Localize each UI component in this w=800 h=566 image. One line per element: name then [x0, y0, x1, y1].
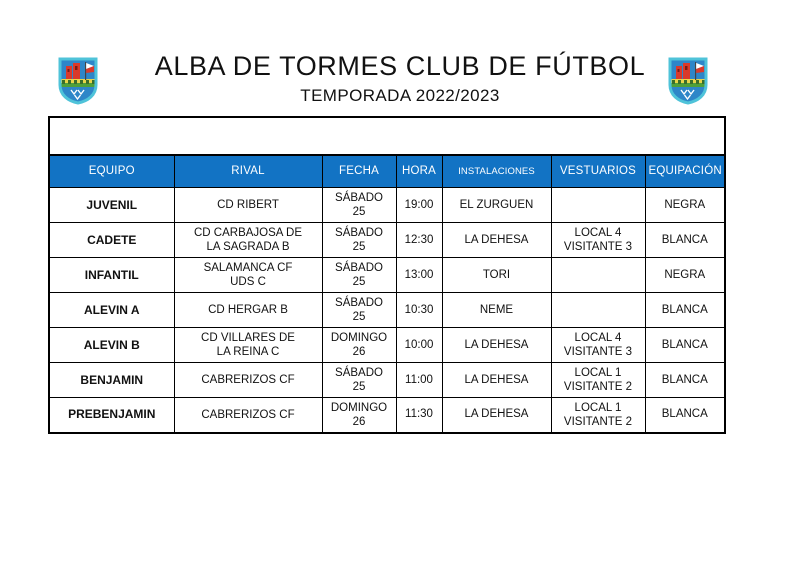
cell-equipo: ALEVIN B — [49, 328, 174, 363]
page-title: ALBA DE TORMES CLUB DE FÚTBOL — [154, 51, 646, 81]
crest-icon — [58, 57, 98, 105]
cell-instalaciones: NEME — [442, 293, 551, 328]
cell-rival — [174, 258, 322, 293]
cell-equipacion: BLANCA — [645, 363, 725, 398]
cell-rival — [174, 328, 322, 363]
cell-vestuarios — [551, 363, 645, 398]
col-header-fecha: FECHA — [322, 155, 396, 188]
table-row — [49, 328, 725, 363]
rival-line-2: UDS C — [230, 276, 266, 288]
cell-rival — [174, 398, 322, 433]
cell-instalaciones: LA DEHESA — [442, 328, 551, 363]
col-header-rival: RIVAL — [174, 155, 322, 188]
table-body — [49, 188, 725, 433]
cell-vestuarios — [551, 188, 645, 223]
season-subtitle: TEMPORADA 2022/2023 — [300, 86, 500, 105]
rival-line-1: CD HERGAR B — [208, 304, 288, 316]
cell-hora: 19:00 — [396, 188, 442, 223]
fecha-date: 25 — [352, 276, 366, 288]
cell-vestuarios — [551, 328, 645, 363]
cell-instalaciones: TORI — [442, 258, 551, 293]
cell-vestuarios — [551, 398, 645, 433]
table-row — [49, 258, 725, 293]
cell-rival — [174, 188, 322, 223]
vestuario-local: LOCAL 4 — [574, 227, 622, 239]
col-header-equipacion: EQUIPACIÓN — [645, 155, 725, 188]
vestuario-local: LOCAL 4 — [574, 332, 622, 344]
fecha-date: 25 — [352, 311, 366, 323]
table-row — [49, 363, 725, 398]
vestuario-visitante: VISITANTE 3 — [563, 346, 633, 358]
fecha-date: 25 — [352, 206, 366, 218]
rival-line-1: CD CARBAJOSA DE — [194, 227, 302, 239]
fecha-day: SÁBADO — [335, 367, 383, 379]
fecha-day: SÁBADO — [335, 192, 383, 204]
cell-hora: 13:00 — [396, 258, 442, 293]
cell-equipo: BENJAMIN — [49, 363, 174, 398]
rival-line-2: LA SAGRADA B — [206, 241, 290, 253]
table-row — [49, 398, 725, 433]
cell-rival — [174, 293, 322, 328]
rival-line-1: CD VILLARES DE — [201, 332, 295, 344]
cell-rival — [174, 363, 322, 398]
cell-fecha — [322, 328, 396, 363]
cell-hora: 12:30 — [396, 223, 442, 258]
table-row — [49, 223, 725, 258]
document-header — [0, 0, 800, 112]
rival-line-1: CABRERIZOS CF — [201, 408, 295, 421]
cell-fecha — [322, 188, 396, 223]
vestuario-local: LOCAL 1 — [574, 367, 622, 379]
cell-instalaciones: LA DEHESA — [442, 398, 551, 433]
cell-fecha — [322, 398, 396, 433]
header-row — [49, 155, 725, 188]
table-head — [49, 117, 725, 188]
col-header-instalaciones: INSTALACIONES — [442, 155, 551, 188]
fecha-date: 26 — [352, 415, 366, 428]
cell-equipacion: BLANCA — [645, 293, 725, 328]
cell-equipacion: NEGRA — [645, 188, 725, 223]
cell-hora: 11:30 — [396, 398, 442, 433]
vestuario-local: LOCAL 1 — [574, 401, 622, 414]
club-crest-left — [58, 57, 98, 105]
vestuario-visitante: VISITANTE 2 — [563, 381, 633, 393]
cell-equipacion: NEGRA — [645, 258, 725, 293]
cell-vestuarios — [551, 258, 645, 293]
fecha-day: SÁBADO — [335, 227, 383, 239]
rival-line-1: SALAMANCA CF — [203, 262, 293, 274]
cell-instalaciones: EL ZURGUEN — [442, 188, 551, 223]
banner-row — [49, 117, 725, 155]
vestuario-visitante: VISITANTE 3 — [563, 241, 633, 253]
fecha-day: DOMINGO — [330, 332, 388, 344]
cell-fecha — [322, 223, 396, 258]
cell-rival — [174, 223, 322, 258]
rival-line-2: LA REINA C — [216, 346, 280, 358]
cell-fecha — [322, 363, 396, 398]
col-header-vestuarios: VESTUARIOS — [551, 155, 645, 188]
fecha-date: 26 — [352, 346, 366, 358]
cell-equipo: JUVENIL — [49, 188, 174, 223]
cell-hora: 11:00 — [396, 363, 442, 398]
vestuario-visitante: VISITANTE 2 — [563, 415, 633, 428]
fecha-day: SÁBADO — [335, 262, 383, 274]
cell-fecha — [322, 293, 396, 328]
rival-line-1: CABRERIZOS CF — [201, 374, 295, 386]
fecha-day: DOMINGO — [330, 401, 388, 414]
cell-fecha — [322, 258, 396, 293]
fecha-date: 25 — [352, 241, 366, 253]
cell-instalaciones: LA DEHESA — [442, 363, 551, 398]
cell-equipacion: BLANCA — [645, 398, 725, 433]
col-header-hora: HORA — [396, 155, 442, 188]
cell-instalaciones: LA DEHESA — [442, 223, 551, 258]
cell-equipo: ALEVIN A — [49, 293, 174, 328]
title-block — [120, 50, 680, 107]
cell-equipo: INFANTIL — [49, 258, 174, 293]
cell-hora: 10:00 — [396, 328, 442, 363]
schedule-table — [48, 116, 726, 434]
col-header-equipo: EQUIPO — [49, 155, 174, 188]
cell-equipacion: BLANCA — [645, 328, 725, 363]
cell-equipo: PREBENJAMIN — [49, 398, 174, 433]
fecha-date: 25 — [352, 381, 366, 393]
cell-vestuarios — [551, 293, 645, 328]
cell-equipo: CADETE — [49, 223, 174, 258]
fecha-day: SÁBADO — [335, 297, 383, 309]
cell-vestuarios — [551, 223, 645, 258]
cell-hora: 10:30 — [396, 293, 442, 328]
table-row — [49, 293, 725, 328]
table-row — [49, 188, 725, 223]
schedule-banner: HORARIOS 25/26 FEBRERO — [49, 117, 725, 155]
rival-line-1: CD RIBERT — [217, 199, 279, 211]
cell-equipacion: BLANCA — [645, 223, 725, 258]
